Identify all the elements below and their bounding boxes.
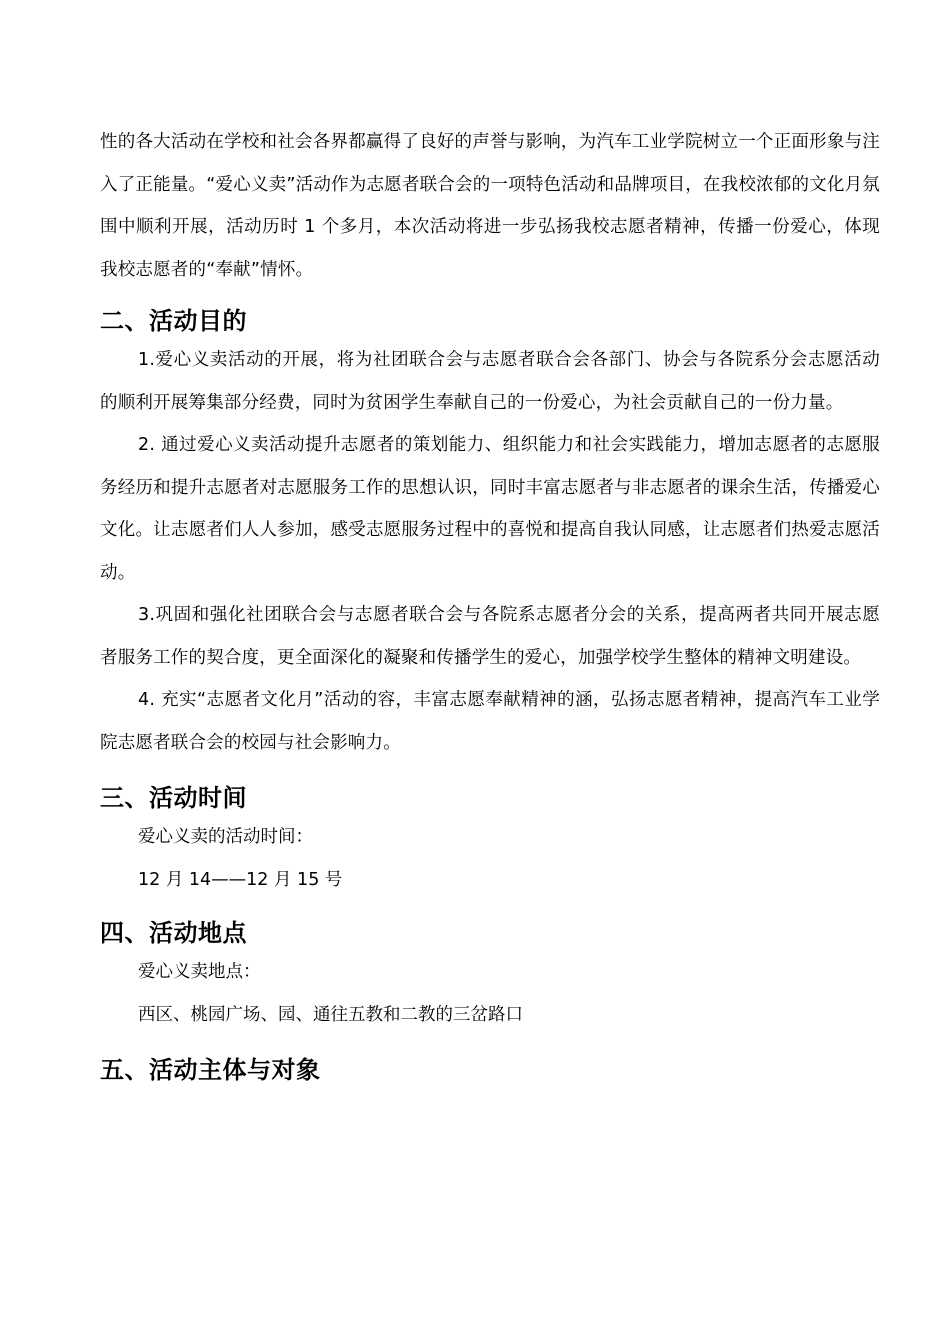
section-heading-participants: 五、活动主体与对象: [100, 1056, 321, 1084]
time-label: 爱心义卖的活动时间：: [138, 827, 313, 847]
purpose-item-3: 3.巩固和强化社团联合会与志愿者联合会与各院系志愿者分会的关系，提高两者共同开展志愿者服务工作的契合度，更全面深化的凝聚和传播学生的爱心，加强学校学生整体的精神文明建设。: [100, 605, 880, 668]
location-label: 爱心义卖地点：: [138, 962, 261, 982]
purpose-item-1: 1.爱心义卖活动的开展，将为社团联合会与志愿者联合会各部门、协会与各院系分会志愿活动的顺利开展筹集部分经费，同时为贫困学生奉献自己的一份爱心，为社会贡献自己的一份力量。: [100, 350, 880, 413]
purpose-item-4: 4. 充实“志愿者文化月”活动的容，丰富志愿奉献精神的涵，弘扬志愿者精神，提高汽车工业学院志愿者联合会的校园与社会影响力。: [100, 690, 880, 753]
section-heading-time: 三、活动时间: [100, 784, 247, 812]
time-value: 12 月 14——12 月 15 号: [138, 869, 343, 890]
section-heading-location: 四、活动地点: [100, 919, 247, 947]
location-value: 西区、桃园广场、园、通往五教和二教的三岔路口: [138, 1004, 523, 1025]
purpose-item-2: 2. 通过爱心义卖活动提升志愿者的策划能力、组织能力和社会实践能力，增加志愿者的志愿服务经历和提升志愿者对志愿服务工作的思想认识，同时丰富志愿者与非志愿者的课余生活，传播爱心文化。让志愿者们人人参加，感受志愿服务过程中的喜悦和提高自我认同感，让志愿者们热爱志愿活动。: [100, 435, 880, 583]
section-heading-purpose: 二、活动目的: [100, 307, 247, 335]
intro-paragraph: 性的各大活动在学校和社会各界都赢得了良好的声誉与影响，为汽车工业学院树立一个正面形象与注入了正能量。“爱心义卖”活动作为志愿者联合会的一项特色活动和品牌项目，在我校浓郁的文化月氛围中顺利开展，活动历时 1 个多月，本次活动将进一步弘扬我校志愿者精神，传播一份爱心，体现我校志愿者的“奉献”情怀。: [100, 132, 880, 280]
document-page: [100, 121, 880, 1086]
